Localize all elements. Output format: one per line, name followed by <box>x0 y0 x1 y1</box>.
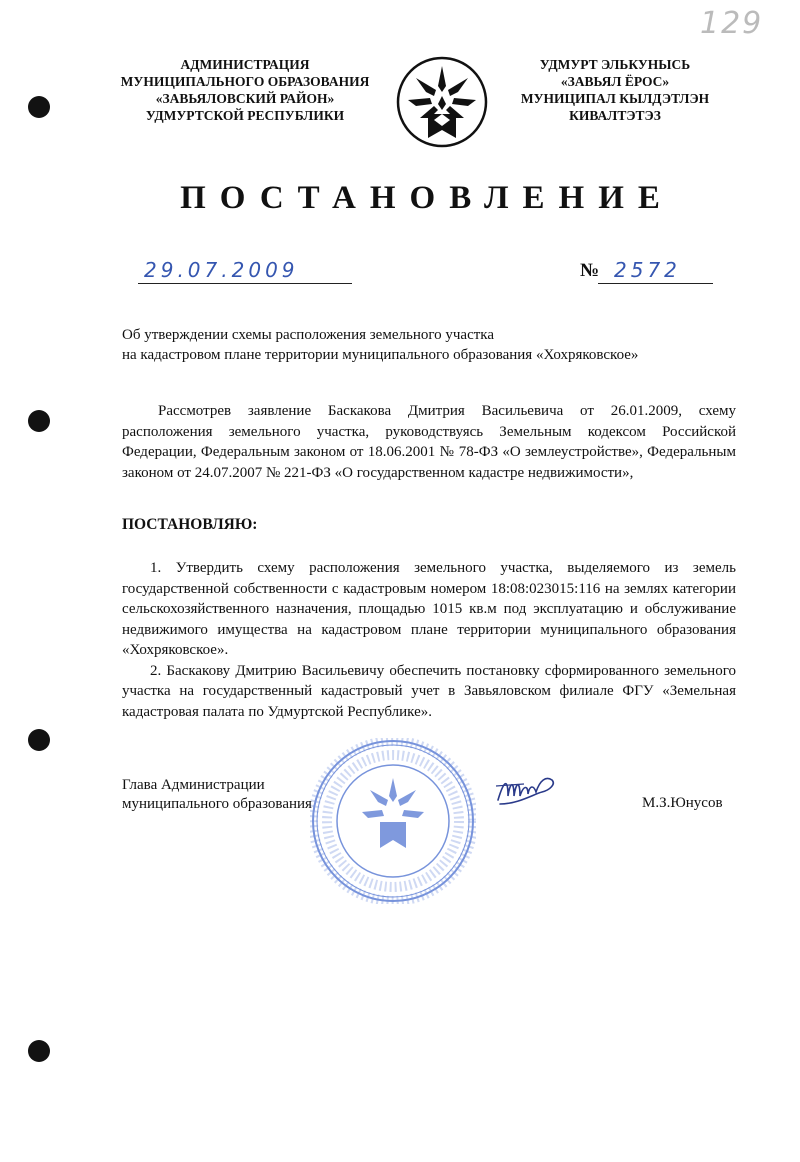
subject-line: Об утверждении схемы расположения земельного участка <box>122 327 495 343</box>
page-number: 129 <box>700 6 764 41</box>
official-seal-stamp <box>310 738 476 904</box>
resolve-heading: ПОСТАНОВЛЯЮ: <box>122 516 258 533</box>
emblem-icon <box>396 56 488 148</box>
resolution-item: 2. Баскакову Дмитрию Васильевичу обеспечить постановку сформированного земельного участка на государственный кадастровый учет в Завьяловском филиале ФГУ «Земельная кадастровая палата по Удмуртской Республике». <box>122 662 736 720</box>
preamble-paragraph: Рассмотрев заявление Баскакова Дмитрия Васильевича от 26.01.2009, схему расположения земельного участка, руководствуясь Земельным кодексом Российской Федерации, Федеральным законом от 18.06.2001 № 78-ФЗ «О землеустройстве», Федеральным законом от 24.07.2007 № 221-ФЗ «О государственном кадастре недвижимости», <box>122 403 736 481</box>
subject-line: на кадастровом плане территории муниципального образования «Хохряковское» <box>122 347 639 363</box>
punch-hole <box>28 729 50 751</box>
header-left-line: АДМИНИСТРАЦИЯ <box>180 57 310 72</box>
punch-hole <box>28 1040 50 1062</box>
signatory-position <box>122 776 312 814</box>
signatory-name: М.З.Юнусов <box>642 795 723 811</box>
resolution-item: 1. Утвердить схему расположения земельного участка, выделяемого из земель государственной собственности с кадастровым номером 18:08:023015:116 на землях категории сельскохозяйственного назначения, площадью 1015 кв.м под эксплуатацию и обслуживание недвижимого имущества на кадастровом плане территории муниципального образования «Хохряковское». <box>122 560 736 658</box>
header-right-line: УДМУРТ ЭЛЬКУНЫСЬ <box>539 57 691 72</box>
header-right-line: КИВАЛТЭТЭЗ <box>569 108 661 123</box>
document-number-label: № <box>580 260 600 281</box>
resolution-items <box>122 558 736 722</box>
header-left-line: МУНИЦИПАЛЬНОГО ОБРАЗОВАНИЯ <box>120 74 370 89</box>
header-right-org <box>490 56 740 124</box>
signatory-position-line: муниципального образования <box>122 796 312 812</box>
document-subject <box>122 325 762 365</box>
punch-hole <box>28 96 50 118</box>
document-number: 2572 <box>598 258 713 284</box>
header-right-line: МУНИЦИПАЛ КЫЛДЭТЛЭН <box>520 91 710 106</box>
header-left-org <box>100 56 390 124</box>
header-left-line: «ЗАВЬЯЛОВСКИЙ РАЙОН» <box>155 91 335 106</box>
punch-hole <box>28 410 50 432</box>
signatory-position-line: Глава Администрации <box>122 777 265 793</box>
document-type-title: ПОСТАНОВЛЕНИЕ <box>180 180 674 216</box>
header-right-line: «ЗАВЬЯЛ ЁРОС» <box>560 74 670 89</box>
handwritten-signature <box>494 770 564 810</box>
document-date: 29.07.2009 <box>138 258 352 284</box>
header-left-line: УДМУРТСКОЙ РЕСПУБЛИКИ <box>145 108 345 123</box>
